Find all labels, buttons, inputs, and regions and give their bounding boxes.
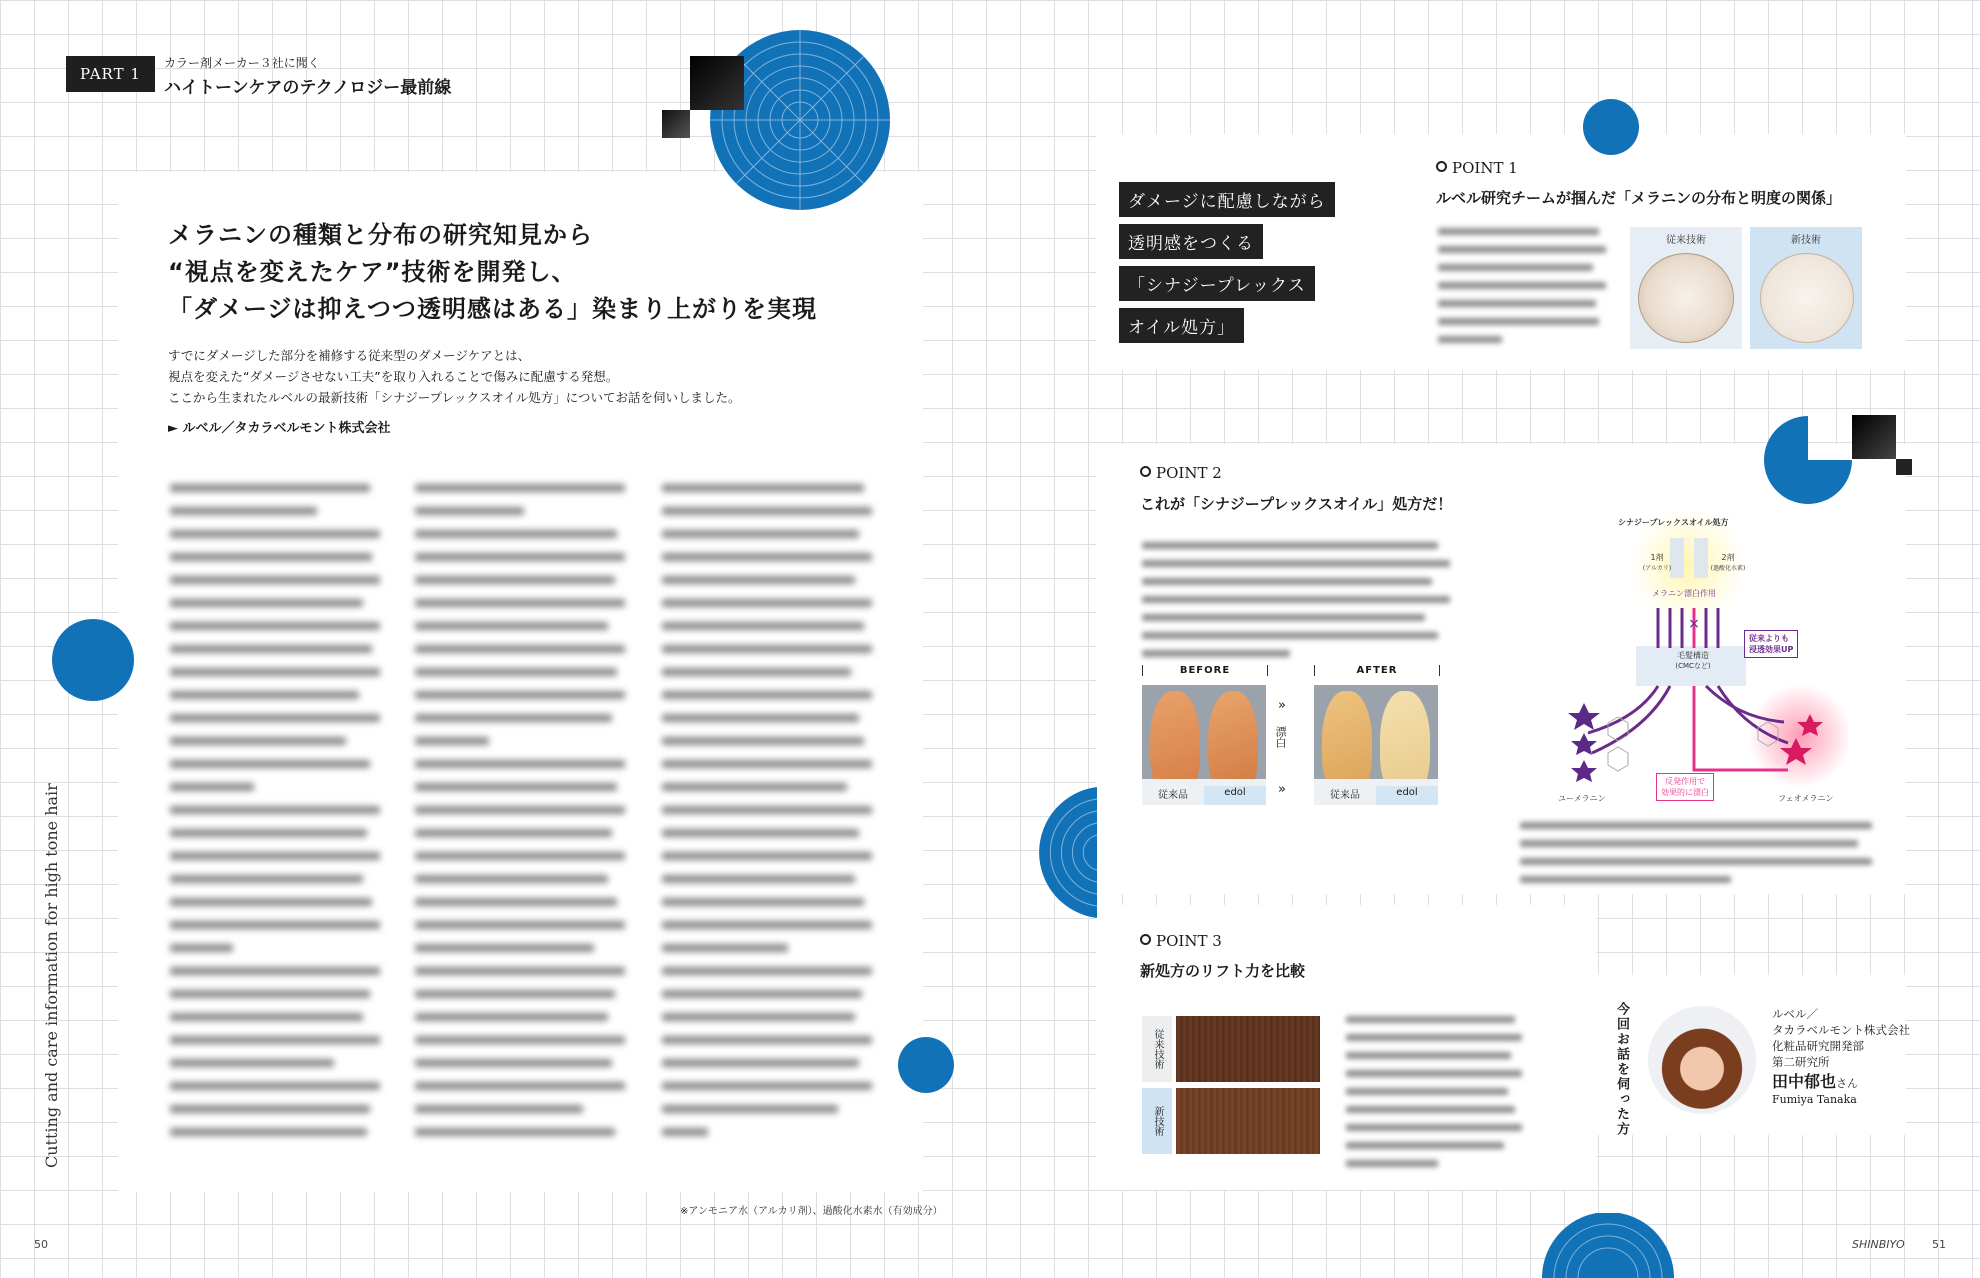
avatar xyxy=(1648,1006,1756,1114)
cell-image xyxy=(1760,253,1854,343)
article-headline xyxy=(168,217,868,328)
point3-text-blur xyxy=(1346,1016,1522,1178)
lift-row-new xyxy=(1142,1088,1320,1154)
highlight-bar: オイル処方」 xyxy=(1119,308,1244,343)
caption-conventional: 従来品 xyxy=(1330,790,1360,801)
hair-swatch xyxy=(1176,1088,1320,1154)
image-caption: 新技術 xyxy=(1791,235,1821,246)
lift-row-old xyxy=(1142,1016,1320,1082)
blue-dot-decoration xyxy=(52,619,134,701)
highlight-bar: ダメージに配慮しながら xyxy=(1119,182,1335,217)
after-label: AFTER xyxy=(1314,665,1440,676)
headline-line: “視点を変えたケア”技術を開発し、 xyxy=(168,258,577,286)
series-title: ハイトーンケアのテクノロジー最前線 xyxy=(164,78,452,98)
synergy-diagram xyxy=(1548,508,1848,808)
headline-line: メラニンの種類と分布の研究知見から xyxy=(168,221,593,249)
highlight-bars xyxy=(1119,182,1359,350)
cell-image xyxy=(1638,253,1734,343)
series-kicker: カラー剤メーカー３社に聞く xyxy=(164,56,320,70)
point2-label: POINT 2 xyxy=(1140,464,1222,482)
point3-label: POINT 3 xyxy=(1140,932,1222,950)
interviewee-info xyxy=(1772,1006,1910,1108)
highlight-bar: 「シナジープレックス xyxy=(1119,266,1315,301)
body-column-3 xyxy=(662,484,872,1151)
interviewee-name-en: Fumiya Tanaka xyxy=(1772,1093,1857,1106)
agent2-label: 2剤 (過酸化水素) xyxy=(1710,553,1746,572)
page-number-right: 51 xyxy=(1932,1238,1946,1251)
article-lead xyxy=(168,345,888,408)
svg-text:×: × xyxy=(1688,616,1700,632)
dept-line: 化粧品研究開発部 xyxy=(1772,1039,1864,1053)
arrow-top: » xyxy=(1278,698,1286,713)
point3-title: 新処方のリフト力を比較 xyxy=(1140,962,1306,980)
blue-dot-decoration xyxy=(1583,99,1639,155)
row-label: 従来技術 xyxy=(1142,1016,1172,1082)
black-square-small-decoration xyxy=(1896,459,1912,475)
after-caption-row xyxy=(1314,779,1438,805)
black-square-decoration xyxy=(690,56,744,110)
concentric-half-circle-decoration xyxy=(1035,785,1097,920)
body-column-1 xyxy=(170,484,380,1151)
headline-line: 「ダメージは抑えつつ透明感はある」染まり上がりを実現 xyxy=(168,295,818,323)
company-line: ルベル／ xyxy=(1772,1007,1818,1021)
lead-line: すでにダメージした部分を補修する従来型のダメージケアとは、 xyxy=(168,348,531,363)
target-dot-icon xyxy=(1436,161,1447,172)
before-caption-row xyxy=(1142,779,1266,805)
interviewee-name: 田中郁也さん xyxy=(1772,1072,1859,1091)
article-footnote: ※アンモニア水（アルカリ剤）、過酸化水素水（有効成分） xyxy=(680,1206,943,1217)
point2-title: これが「シナジープレックスオイル」処方だ！ xyxy=(1140,495,1453,513)
company-line: タカラベルモント株式会社 xyxy=(1772,1023,1910,1037)
diagram-title: シナジープレックスオイル処方 xyxy=(1618,518,1729,527)
black-square-small-decoration xyxy=(662,110,690,138)
blue-dot-decoration xyxy=(898,1037,954,1093)
point1-image-new xyxy=(1750,227,1862,349)
point1-image-old xyxy=(1630,227,1742,349)
bleach-action-label: メラニン漂白作用 xyxy=(1652,589,1716,598)
arrow-bottom: » xyxy=(1278,782,1286,797)
bleach-label: 漂白 xyxy=(1274,726,1287,748)
side-caption: Cutting and care information for high tone hair xyxy=(42,783,61,1168)
before-label: BEFORE xyxy=(1142,665,1268,676)
eumelanin-label: ユーメラニン xyxy=(1558,794,1606,803)
point1-text-blur xyxy=(1438,228,1606,354)
penetration-callout: 従来よりも 浸透効果UP xyxy=(1744,630,1798,658)
lead-line: 視点を変えた“ダメージさせない工夫”を取り入れることで傷みに配慮する発想。 xyxy=(168,369,619,384)
lead-line: ここから生まれたルベルの最新技術「シナジープレックスオイル処方」についてお話を伺いしました。 xyxy=(168,390,741,405)
caption-conventional: 従来品 xyxy=(1158,790,1188,801)
image-caption: 従来技術 xyxy=(1666,235,1706,246)
page-number-left: 50 xyxy=(34,1238,48,1251)
concentric-circle-bottom-decoration xyxy=(1540,1213,1676,1278)
point1-title: ルベル研究チームが掴んだ「メラニンの分布と明度の関係」 xyxy=(1436,189,1842,207)
reaction-callout: 反発作用で 効果的に漂白 xyxy=(1656,773,1714,801)
part-tag: PART 1 xyxy=(66,56,155,92)
body-column-2 xyxy=(415,484,625,1151)
caption-edol: edol xyxy=(1204,786,1266,805)
quarter-circle-decoration xyxy=(1762,414,1854,506)
target-dot-icon xyxy=(1140,934,1151,945)
agent1-label: 1剤 (アルカリ) xyxy=(1642,553,1672,572)
highlight-bar: 透明感をつくる xyxy=(1119,224,1263,259)
point2-text-blur xyxy=(1142,542,1450,668)
hair-structure-label: 毛髪構造 (CMCなど) xyxy=(1675,651,1711,670)
caption-edol: edol xyxy=(1376,786,1438,805)
magazine-name: SHINBIYO xyxy=(1852,1238,1905,1251)
row-label: 新技術 xyxy=(1142,1088,1172,1154)
hair-swatch xyxy=(1176,1016,1320,1082)
point2-caption-blur xyxy=(1520,822,1872,894)
pheomelanin-label: フェオメラニン xyxy=(1778,794,1834,803)
interview-vertical-label: 今回お話を伺った方 xyxy=(1614,1002,1629,1137)
article-source: ► ルベル／タカラベルモント株式会社 xyxy=(168,421,391,436)
target-dot-icon xyxy=(1140,466,1151,477)
black-square-decoration xyxy=(1852,415,1896,459)
point1-label: POINT 1 xyxy=(1436,159,1518,177)
dept-line: 第二研究所 xyxy=(1772,1055,1830,1069)
